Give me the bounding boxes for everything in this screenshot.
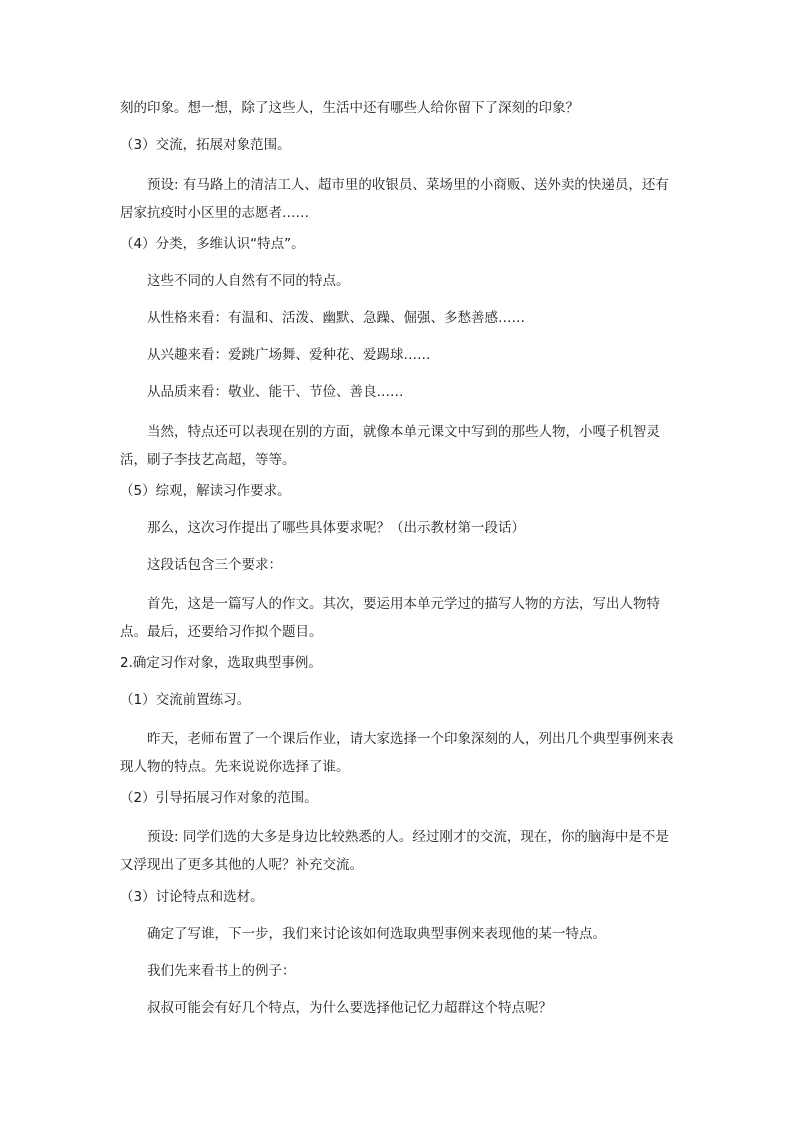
paragraph: 那么，这次习作提出了哪些具体要求呢？（出示教材第一段话） xyxy=(147,520,525,536)
paragraph: 我们先来看书上的例子： xyxy=(147,963,296,979)
paragraph: 首先，这是一篇写人的作文。其次，要运用本单元学过的描写人物的方法，写出人物特点。最后，还要给习作拟个题目。 xyxy=(120,596,660,640)
paragraph: 这些不同的人自然有不同的特点。 xyxy=(147,273,350,289)
paragraph: 预设: 同学们选的大多是身边比较熟悉的人。经过刚才的交流，现在，你的脑海中是不是又浮现出了更多其他的人呢？补充交流。 xyxy=(120,829,669,873)
section-heading: （3）讨论特点和选材。 xyxy=(120,889,264,905)
section-heading: （1）交流前置练习。 xyxy=(120,692,251,708)
section-heading: （3）交流，拓展对象范围。 xyxy=(120,137,291,153)
paragraph: 预设: 有马路上的清洁工人、超市里的收银员、菜场里的小商贩、送外卖的快递员，还有居家抗疫时小区里的志愿者…… xyxy=(120,177,669,221)
section-heading: （2）引导拓展习作对象的范围。 xyxy=(120,790,318,806)
paragraph: 昨天，老师布置了一个课后作业，请大家选择一个印象深刻的人，列出几个典型事例来表现人物的特点。先来说说你选择了谁。 xyxy=(120,731,674,775)
paragraph: 确定了写谁，下一步，我们来讨论该如何选取典型事例来表现他的某一特点。 xyxy=(147,926,606,942)
paragraph: 从性格来看：有温和、活泼、幽默、急躁、倔强、多愁善感…… xyxy=(147,310,525,326)
paragraph: 这段话包含三个要求： xyxy=(147,557,282,573)
text-line: 刻的印象。想一想，除了这些人，生活中还有哪些人给你留下了深刻的印象？ xyxy=(120,100,579,116)
paragraph: 从兴趣来看：爱跳广场舞、爱种花、爱踢球…… xyxy=(147,347,431,363)
paragraph: 当然，特点还可以表现在别的方面，就像本单元课文中写到的那些人物，小嘎子机智灵活，刷子李技艺高超，等等。 xyxy=(120,424,660,468)
paragraph: 叔叔可能会有好几个特点，为什么要选择他记忆力超群这个特点呢？ xyxy=(147,1000,552,1016)
section-heading: 2.确定习作对象，选取典型事例。 xyxy=(120,655,322,671)
section-heading: （5）综观，解读习作要求。 xyxy=(120,483,291,499)
paragraph: 从品质来看：敬业、能干、节俭、善良…… xyxy=(147,384,404,400)
section-heading: （4）分类，多维认识“特点”。 xyxy=(120,236,305,252)
